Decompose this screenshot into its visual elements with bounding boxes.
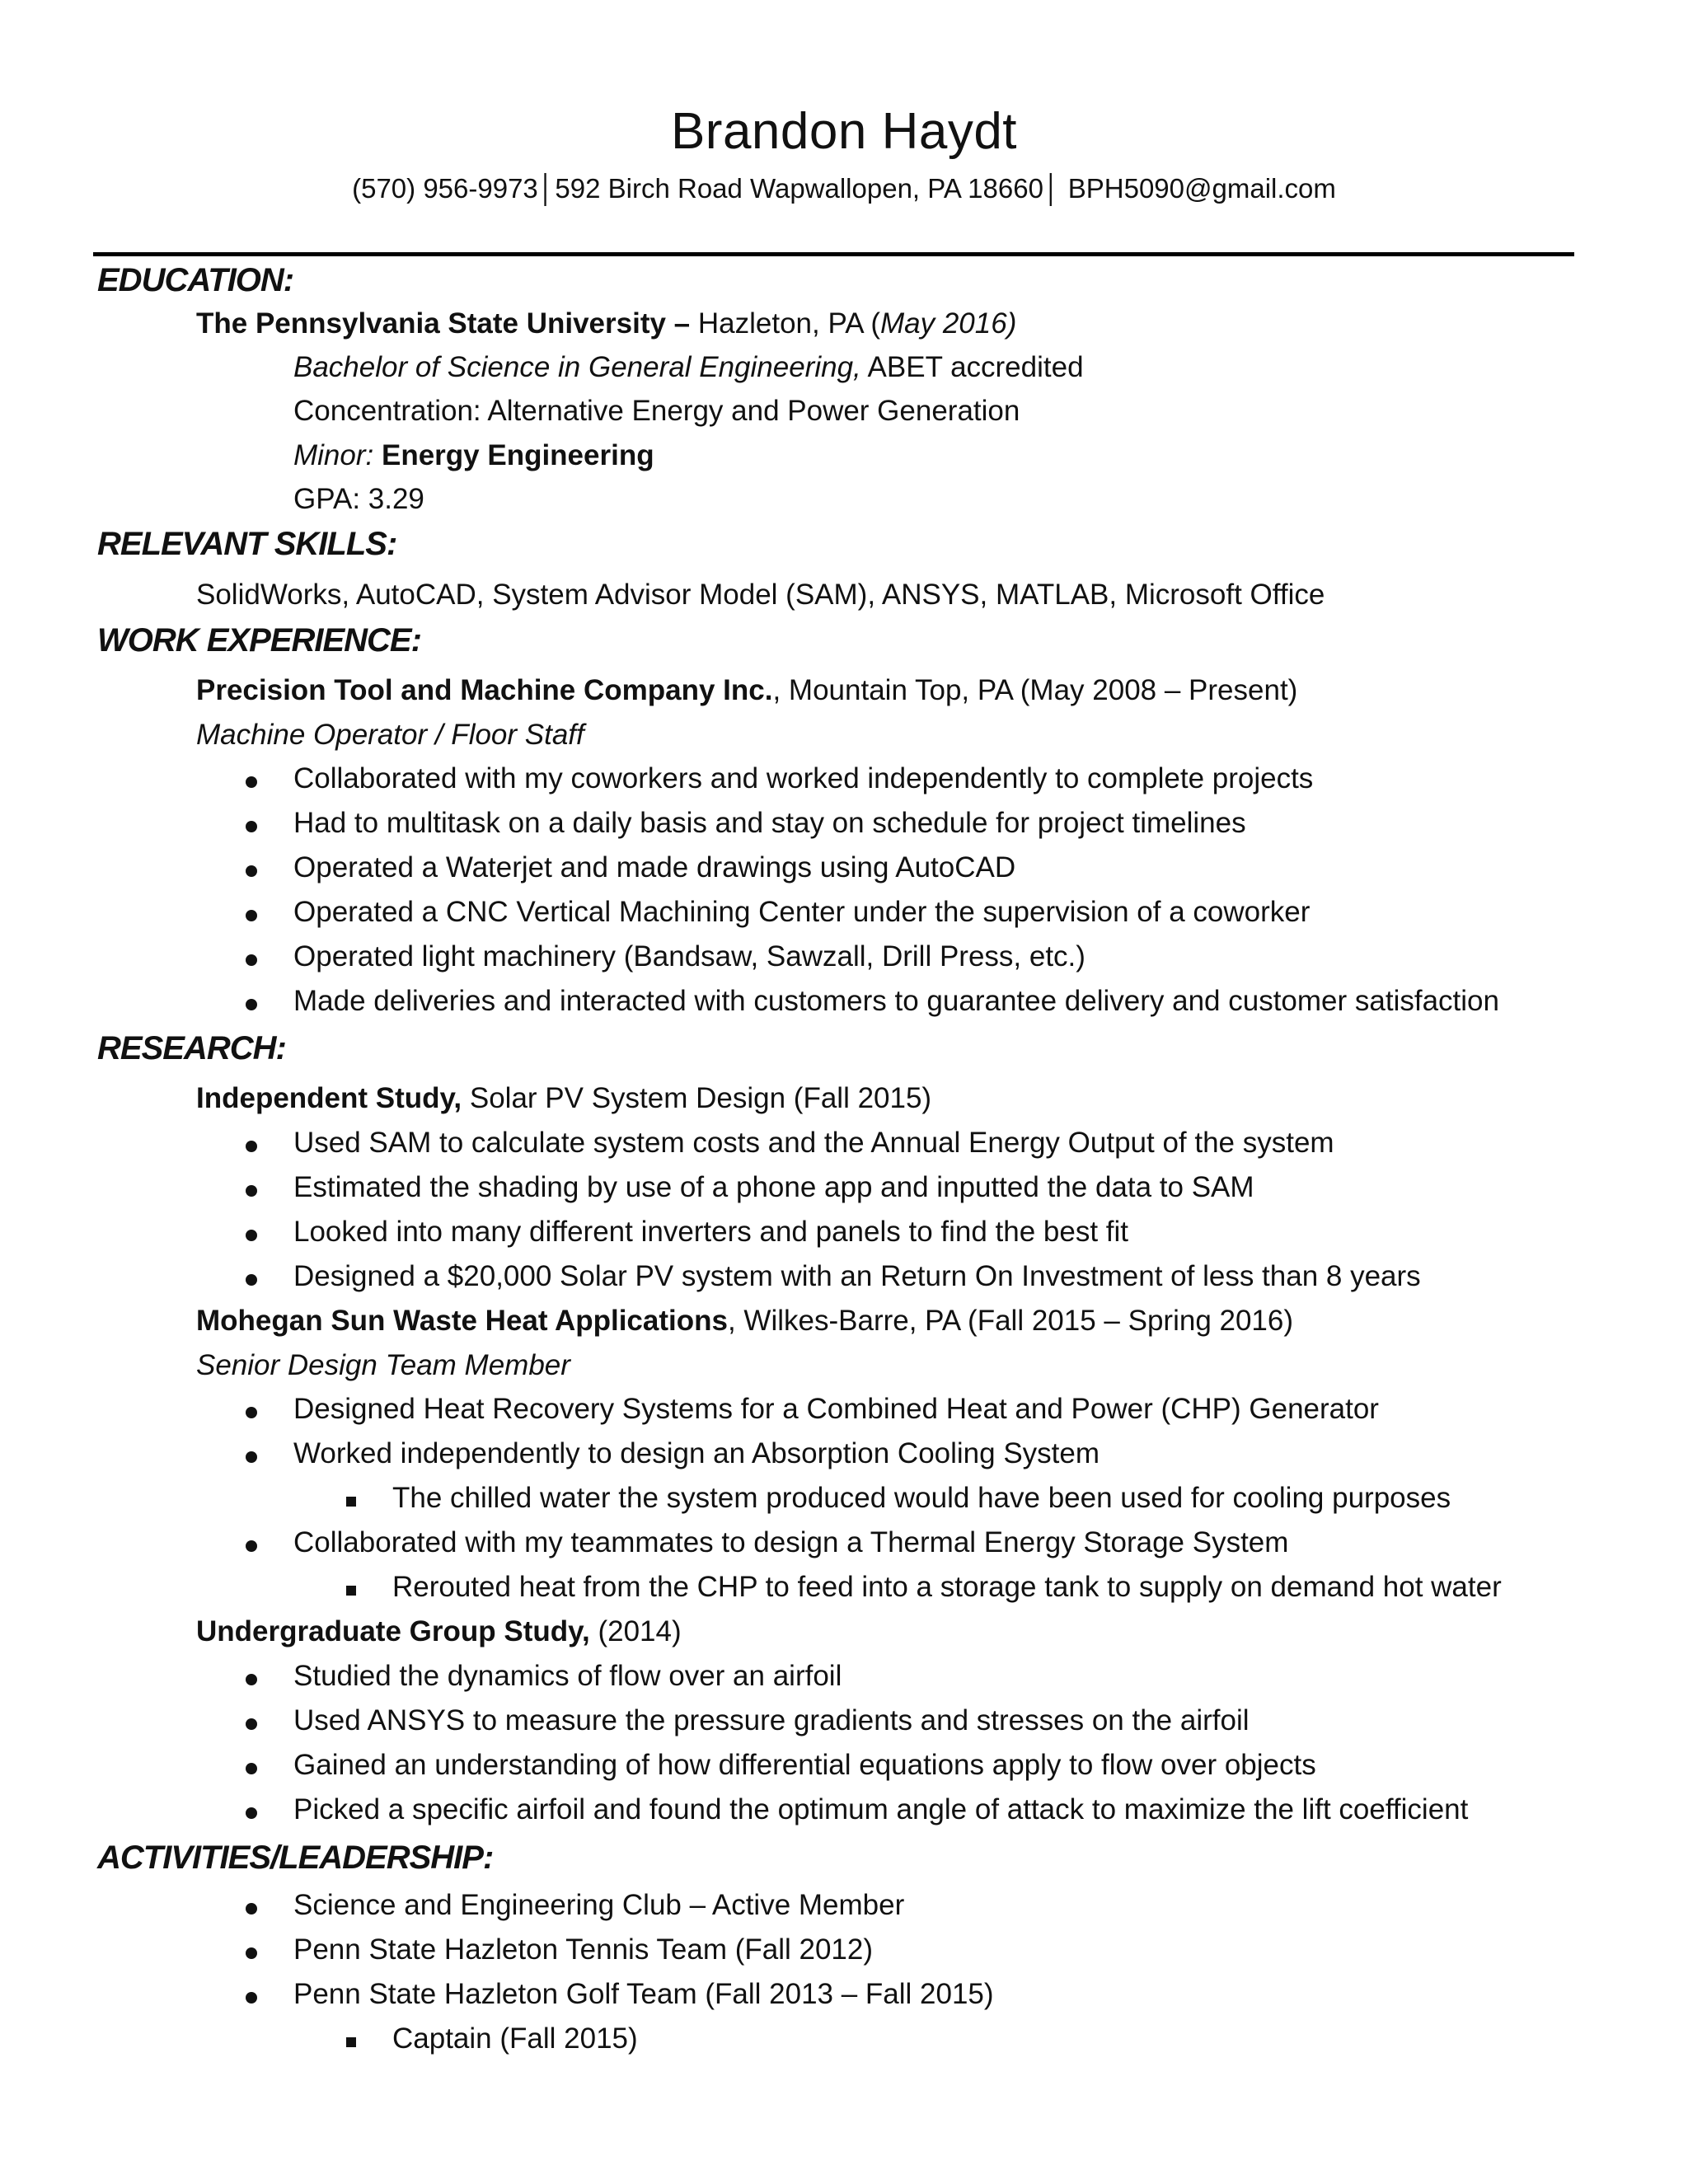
list-item: Collaborated with my coworkers and worked independently to complete projects xyxy=(293,762,1314,794)
work-company-line xyxy=(196,674,1297,707)
list-item: Operated light machinery (Bandsaw, Sawzall, Drill Press, etc.) xyxy=(293,940,1085,972)
header-divider xyxy=(93,252,1574,256)
education-heading: EDUCATION: xyxy=(97,262,294,298)
project-details: , Wilkes-Barre, PA (Fall 2015 – Spring 2016) xyxy=(727,1305,1294,1337)
bullet-icon xyxy=(246,1807,257,1819)
bullet-icon xyxy=(246,1274,257,1286)
degree-note: ABET accredited xyxy=(860,351,1084,383)
list-item: Science and Engineering Club – Active Member xyxy=(293,1889,905,1921)
bullet-icon xyxy=(246,1763,257,1774)
list-item: Had to multitask on a daily basis and stay on schedule for project timelines xyxy=(293,807,1246,839)
bullet-icon xyxy=(246,1718,257,1730)
project-details: (2014) xyxy=(589,1615,682,1647)
bullet-icon xyxy=(246,821,257,832)
candidate-name: Brandon Haydt xyxy=(670,103,1018,160)
project-details: Solar PV System Design (Fall 2015) xyxy=(462,1082,932,1114)
work-role: Machine Operator / Floor Staff xyxy=(196,719,584,751)
gpa: GPA: 3.29 xyxy=(293,483,424,515)
square-bullet-icon xyxy=(346,2037,356,2047)
graduation-date: May 2016) xyxy=(880,307,1017,340)
school-location: Hazleton, PA ( xyxy=(690,307,880,340)
list-item: Penn State Hazleton Tennis Team (Fall 2012) xyxy=(293,1933,874,1966)
list-item: Used ANSYS to measure the pressure gradients and stresses on the airfoil xyxy=(293,1704,1250,1736)
minor-label: Minor: xyxy=(293,439,374,471)
bullet-icon xyxy=(246,999,257,1010)
minor-line xyxy=(293,439,654,472)
contact-line: (570) 956-9973│592 Birch Road Wapwallopen, PA 18660│ BPH5090@gmail.com xyxy=(352,173,1336,204)
company-name: Precision Tool and Machine Company Inc. xyxy=(196,674,773,706)
bullet-icon xyxy=(246,1185,257,1197)
sub-list-item: The chilled water the system produced would have been used for cooling purposes xyxy=(392,1482,1451,1514)
list-item: Estimated the shading by use of a phone app and inputted the data to SAM xyxy=(293,1171,1254,1203)
list-item: Picked a specific airfoil and found the optimum angle of attack to maximize the lift coefficient xyxy=(293,1793,1469,1825)
sub-list-item: Captain (Fall 2015) xyxy=(392,2022,638,2055)
research-project-1 xyxy=(196,1082,931,1115)
list-item: Worked independently to design an Absorption Cooling System xyxy=(293,1437,1100,1469)
list-item: Designed a $20,000 Solar PV system with an Return On Investment of less than 8 years xyxy=(293,1260,1421,1292)
bullet-icon xyxy=(246,1540,257,1552)
bullet-icon xyxy=(246,1407,257,1418)
project-role: Senior Design Team Member xyxy=(196,1349,570,1381)
research-project-3 xyxy=(196,1615,682,1648)
project-title: Independent Study, xyxy=(196,1082,462,1114)
degree: Bachelor of Science in General Engineering, xyxy=(293,351,861,383)
bullet-icon xyxy=(246,910,257,921)
project-title: Undergraduate Group Study, xyxy=(196,1615,590,1647)
bullet-icon xyxy=(246,1230,257,1241)
bullet-icon xyxy=(246,1451,257,1463)
list-item: Operated a CNC Vertical Machining Center under the supervision of a coworker xyxy=(293,896,1311,928)
bullet-icon xyxy=(246,1674,257,1685)
school-name: The Pennsylvania State University – xyxy=(196,307,691,340)
project-title: Mohegan Sun Waste Heat Applications xyxy=(196,1305,728,1337)
bullet-icon xyxy=(246,776,257,788)
skills-list: SolidWorks, AutoCAD, System Advisor Model (SAM), ANSYS, MATLAB, Microsoft Office xyxy=(196,579,1325,611)
bullet-icon xyxy=(246,1992,257,2004)
bullet-icon xyxy=(246,954,257,966)
list-item: Used SAM to calculate system costs and the Annual Energy Output of the system xyxy=(293,1127,1334,1159)
bullet-icon xyxy=(246,1947,257,1959)
research-heading: RESEARCH: xyxy=(97,1030,286,1066)
sub-list-item: Rerouted heat from the CHP to feed into a storage tank to supply on demand hot water xyxy=(392,1571,1502,1603)
list-item: Collaborated with my teammates to design a Thermal Energy Storage System xyxy=(293,1526,1289,1558)
education-school-line xyxy=(196,307,1016,340)
square-bullet-icon xyxy=(346,1586,356,1596)
research-project-2 xyxy=(196,1305,1293,1338)
bullet-icon xyxy=(246,865,257,877)
activities-heading: ACTIVITIES/LEADERSHIP: xyxy=(97,1840,494,1876)
minor: Energy Engineering xyxy=(373,439,654,471)
concentration: Concentration: Alternative Energy and Power Generation xyxy=(293,395,1020,427)
list-item: Made deliveries and interacted with customers to guarantee delivery and customer satisfaction xyxy=(293,985,1499,1017)
work-heading: WORK EXPERIENCE: xyxy=(97,622,421,658)
list-item: Gained an understanding of how differential equations apply to flow over objects xyxy=(293,1749,1316,1781)
list-item: Penn State Hazleton Golf Team (Fall 2013 – Fall 2015) xyxy=(293,1978,994,2010)
list-item: Operated a Waterjet and made drawings using AutoCAD xyxy=(293,851,1016,883)
square-bullet-icon xyxy=(346,1497,356,1507)
bullet-icon xyxy=(246,1903,257,1915)
bullet-icon xyxy=(246,1141,257,1152)
list-item: Studied the dynamics of flow over an airfoil xyxy=(293,1660,842,1692)
degree-line xyxy=(293,351,1084,384)
company-details: , Mountain Top, PA (May 2008 – Present) xyxy=(772,674,1298,706)
skills-heading: RELEVANT SKILLS: xyxy=(97,526,397,562)
list-item: Designed Heat Recovery Systems for a Combined Heat and Power (CHP) Generator xyxy=(293,1393,1379,1425)
list-item: Looked into many different inverters and panels to find the best fit xyxy=(293,1216,1129,1248)
